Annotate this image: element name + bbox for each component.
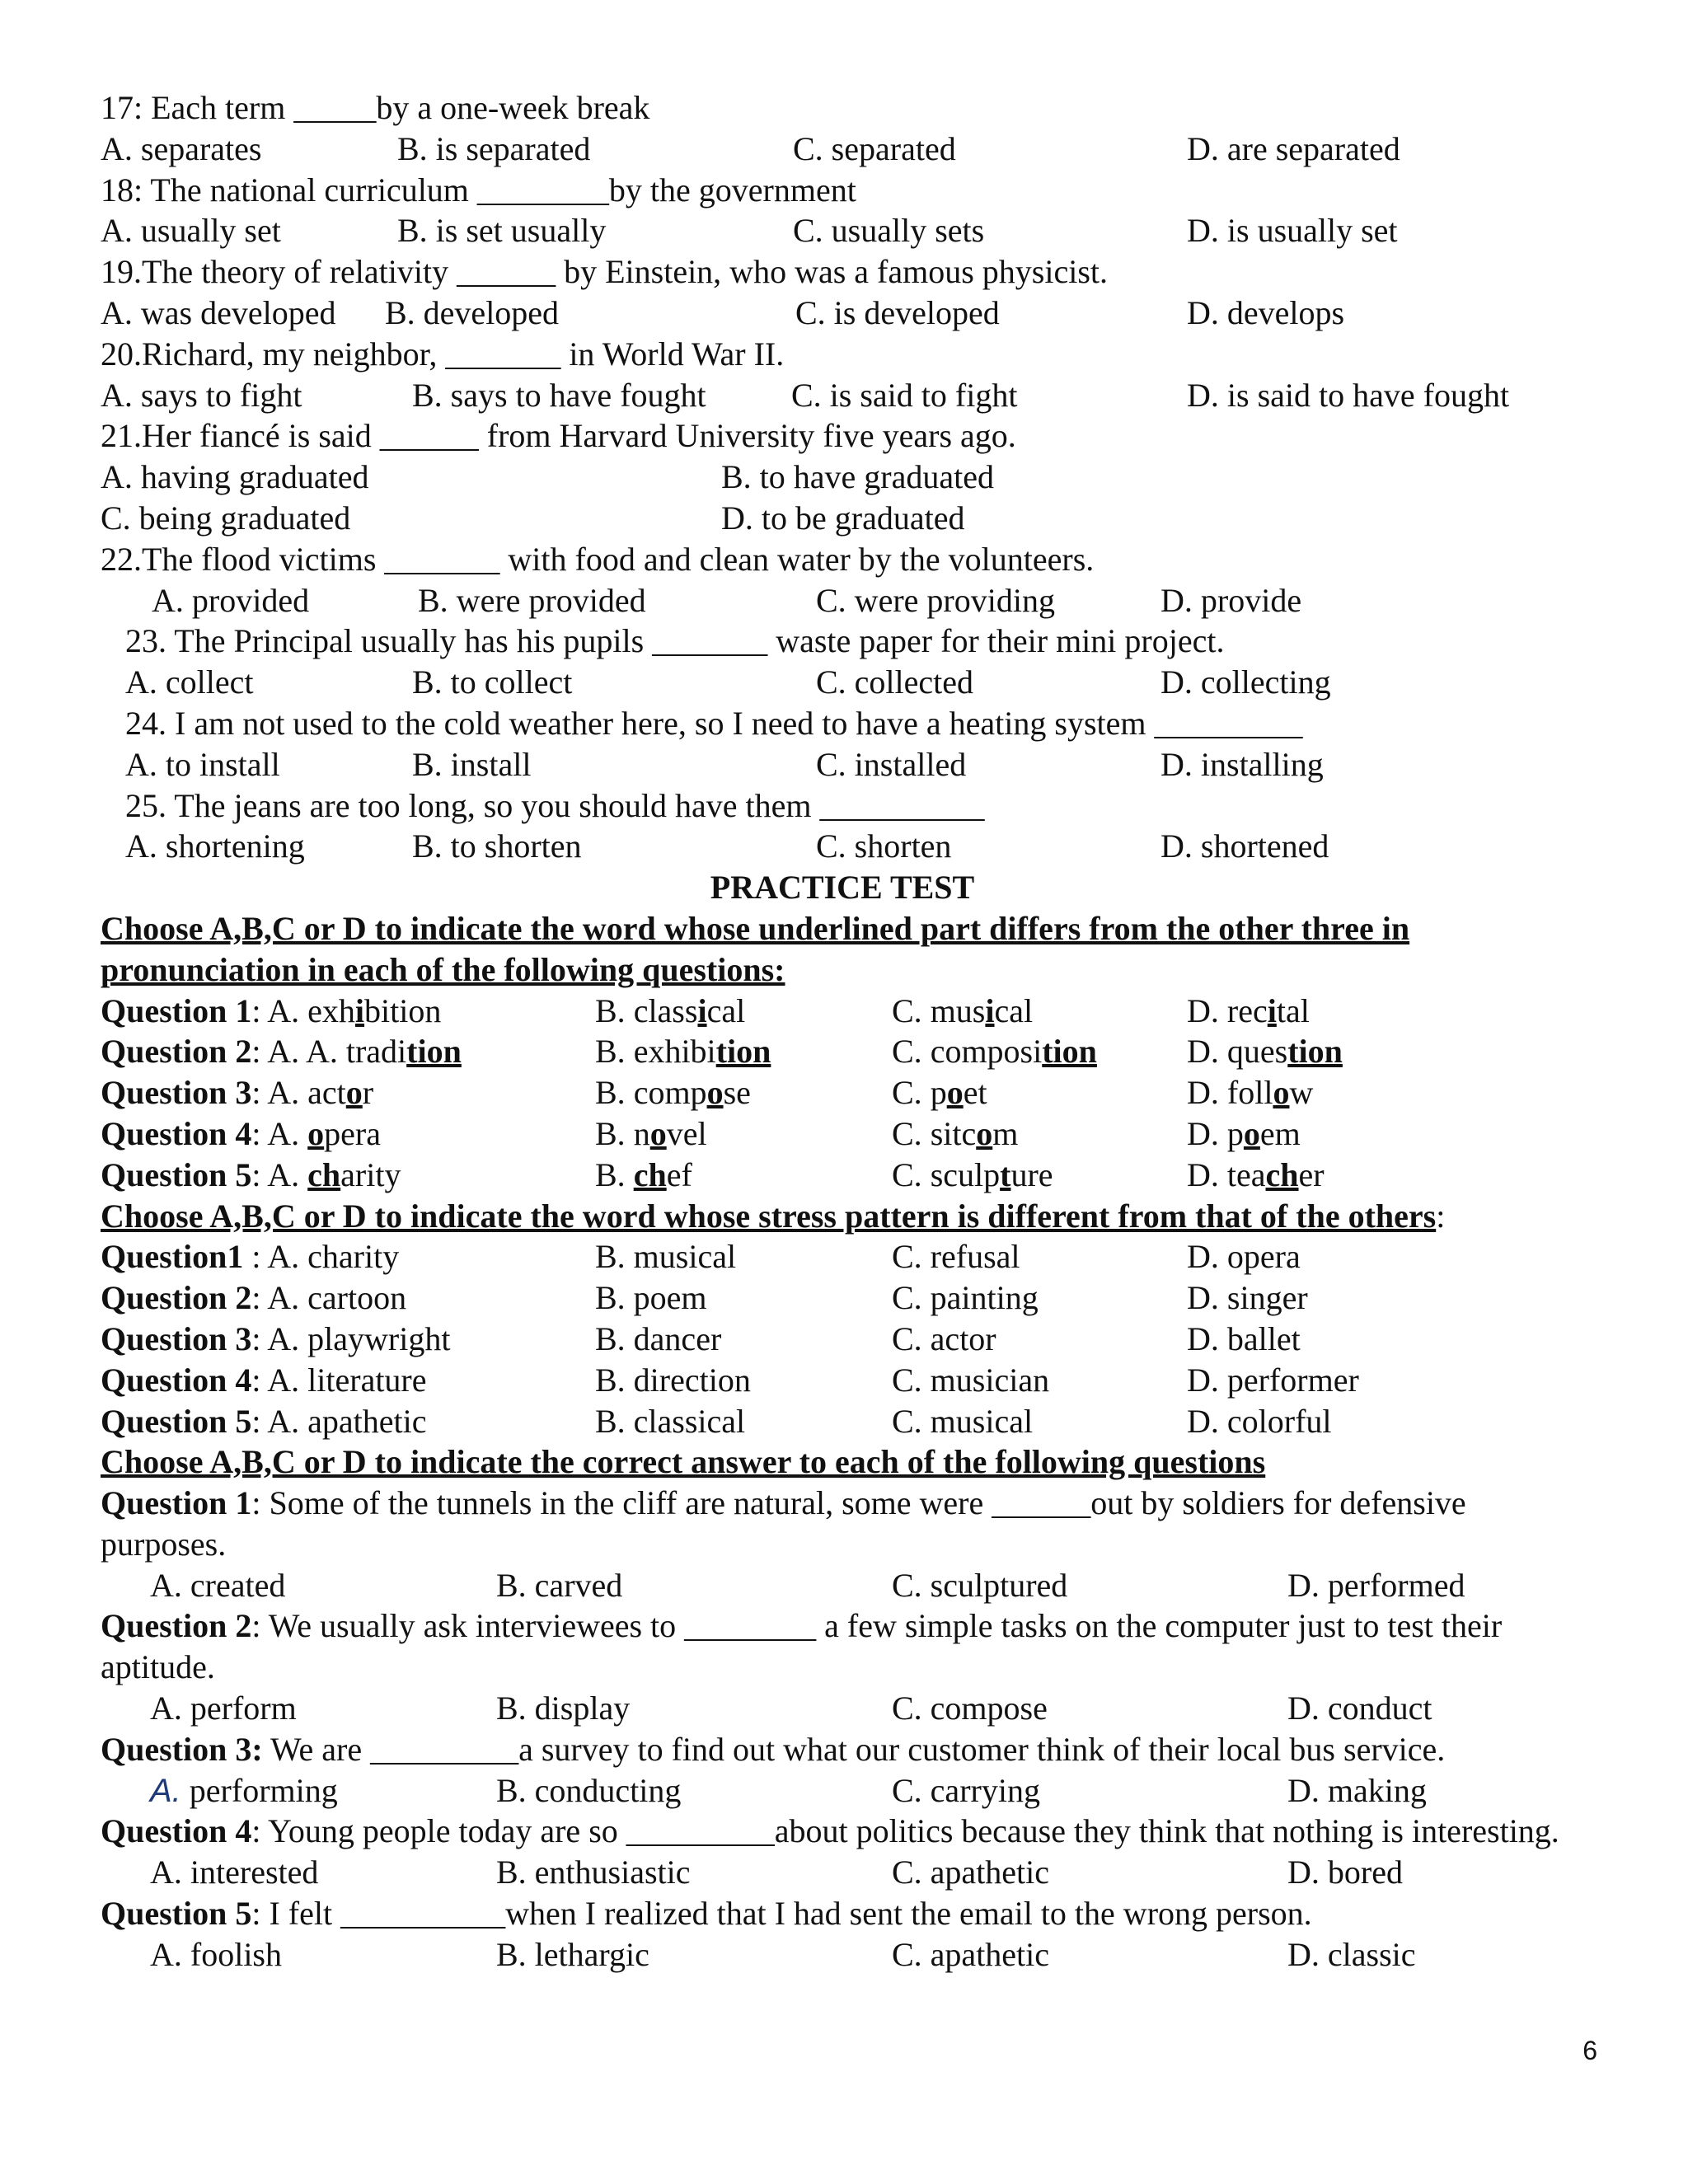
option-c: C. refusal [892,1238,1020,1276]
underlined-part: o [1243,1114,1260,1152]
option-c: C. shorten [816,827,952,865]
question-stem: Question 4: Young people today are so _________about politics because they think that nothing is interesting. [101,1812,1559,1850]
option-c: C. being graduated [101,499,351,537]
option-c: C. sculptured [892,1566,1068,1604]
question-label: Question1 [101,1238,244,1276]
underlined-part: o [307,1114,325,1152]
option-b: B. musical [595,1238,737,1276]
option-d: D. ballet [1187,1319,1301,1357]
question-stem: Question 2: We usually ask interviewees to ________ a few simple tasks on the computer just to test their aptitude. [101,1607,1503,1686]
option-b: B. is set usually [397,212,607,250]
underlined-part: i [354,991,365,1029]
option-c: C. collected [816,663,974,701]
option-d: D. colorful [1187,1402,1332,1440]
answer-options [101,744,1584,785]
answer-options [101,1688,1584,1729]
answer-options [101,1565,1584,1606]
question-stem: 23. The Principal usually has his pupils _______ waste paper for their mini project. [125,622,1225,660]
page-number: 6 [1582,2036,1597,2065]
option-d: D. develops [1187,293,1345,331]
underlined-part: i [697,991,707,1029]
option-b: B. display [496,1690,631,1727]
option-a-letter: A. [150,1772,181,1809]
question-label: Question 5 [101,1155,252,1193]
option-b: B. developed [385,293,560,331]
underlined-part: tion [406,1033,462,1071]
option-c: C. compose [892,1690,1048,1727]
option-b: B. is separated [397,129,591,167]
option-a: A. usually set [101,212,281,250]
option-a: A. separates [101,129,262,167]
underlined-part: o [1273,1074,1290,1112]
option-b: B. to shorten [412,827,582,865]
answer-options [101,457,1584,498]
option-a: A. collect [125,663,254,701]
option-b: B. conducting [496,1771,682,1809]
question-row: Question1 : A. charity B. musical C. refusal D. opera [101,1236,1584,1277]
question-label: Question 5 [101,1895,252,1933]
option-a: A. provided [152,581,310,619]
option-d: D. to be graduated [721,499,965,537]
option-c: C. actor [892,1319,996,1357]
option-d: D. installing [1160,745,1324,783]
option-b: B. to have graduated [721,458,994,496]
option-b: B. says to have fought [412,376,706,414]
question-label: Question 5 [101,1402,252,1440]
option-a: A. foolish [150,1935,282,1973]
option-d: D. making [1287,1771,1427,1809]
page-content [101,87,1584,1975]
section-instruction-stress: Choose A,B,C or D to indicate the word whose stress pattern is different from that of the others: [101,1197,1446,1235]
section-title: PRACTICE TEST [710,869,975,907]
question-row: Question 4: A. opera B. novel C. sitcom D. poem [101,1114,1301,1152]
question-stem: 18: The national curriculum ________by the government [101,171,856,209]
answer-options [101,210,1584,251]
option-b: B. poem [595,1279,707,1317]
question-row: Question 2: A. A. tradition B. exhibition C. composition D. question [101,1033,1343,1071]
option-d: D. shortened [1160,827,1329,865]
question-stem: Question 5: I felt __________when I realized that I had sent the email to the wrong person. [101,1895,1312,1933]
underlined-part: tion [1287,1033,1343,1071]
option-d: D. is usually set [1187,212,1398,250]
option-c: C. installed [816,745,967,783]
option-d: D. conduct [1287,1690,1432,1727]
question-stem: 24. I am not used to the cold weather here, so I need to have a heating system _________ [125,704,1303,742]
answer-options [101,1934,1584,1975]
option-c: C. separated [793,129,956,167]
question-label: Question 1 [101,991,252,1029]
option-d: D. classic [1287,1935,1416,1973]
question-stem: Question 3: We are _________a survey to find out what our customer think of their local bus service. [101,1730,1446,1768]
option-b: B. carved [496,1566,623,1604]
question-label: Question 2 [101,1033,252,1071]
option-b: B. were provided [418,581,646,619]
option-d: D. bored [1287,1854,1403,1891]
answer-options [101,1852,1584,1893]
option-b: B. to collect [412,663,573,701]
option-c: C. carrying [892,1771,1040,1809]
section-instruction-pronunciation: Choose A,B,C or D to indicate the word whose underlined part differs from the other three in pronunciation in each of the following questions: [101,909,1410,988]
question-label: Question 2 [101,1279,252,1317]
question-label: Question 4 [101,1361,252,1399]
question-stem: 25. The jeans are too long, so you should have them __________ [125,786,985,824]
option-b: B. dancer [595,1319,722,1357]
question-row: Question 4: A. literature B. direction C. musician D. performer [101,1360,1584,1401]
option-a: A. was developed [101,293,336,331]
question-row: Question 5: A. apathetic B. classical C. musical D. colorful [101,1401,1584,1442]
answer-options [101,1770,1584,1811]
underlined-part: o [345,1074,363,1112]
question-stem: 22.The flood victims _______ with food and clean water by the volunteers. [101,540,1095,578]
underlined-part: o [946,1074,964,1112]
option-c: C. is developed [795,293,1000,331]
option-d: D. opera [1187,1238,1301,1276]
option-a: A. interested [150,1854,319,1891]
question-label: Question 3 [101,1319,252,1357]
option-c: C. musician [892,1361,1050,1399]
question-row: Question 1: A. exhibition B. classical C. musical D. recital [101,991,1310,1029]
option-c: C. painting [892,1279,1039,1317]
option-b: B. enthusiastic [496,1854,691,1891]
answer-options [101,375,1584,416]
option-c: C. is said to fight [791,376,1018,414]
question-label: Question 4 [101,1812,252,1850]
question-label: Question 3 [101,1074,252,1112]
underlined-part: tion [1042,1033,1097,1071]
answer-options [101,580,1584,621]
question-stem: 17: Each term _____by a one-week break [101,89,650,126]
option-c: C. apathetic [892,1935,1050,1973]
question-label: Question 4 [101,1114,252,1152]
underlined-part: t [1000,1155,1011,1193]
option-d: D. collecting [1160,663,1331,701]
option-c: C. apathetic [892,1854,1050,1891]
question-stem: 19.The theory of relativity ______ by Einstein, who was a famous physicist. [101,253,1109,291]
option-a: A. created [150,1566,286,1604]
question-label: Question 2 [101,1607,252,1645]
option-c: C. musical [892,1402,1034,1440]
underlined-part: o [976,1114,993,1152]
answer-options [101,293,1584,334]
question-row: Question 5: A. charity B. chef C. sculpture D. teacher [101,1155,1325,1193]
underlined-part: ch [307,1155,341,1193]
question-stem: Question 1: Some of the tunnels in the cliff are natural, some were ______out by soldiers for defensive purposes. [101,1484,1466,1563]
question-stem: 21.Her fiancé is said ______ from Harvard University five years ago. [101,417,1016,455]
question-row: Question 2: A. cartoon B. poem C. painting D. singer [101,1277,1584,1319]
underlined-part: i [985,991,995,1029]
option-d: D. are separated [1187,129,1400,167]
underlined-part: o [649,1114,667,1152]
option-d: D. is said to have fought [1187,376,1510,414]
option-a: A. perform [150,1690,297,1727]
answer-options [101,129,1584,170]
option-b: B. classical [595,1402,746,1440]
option-a: performing [181,1771,338,1809]
question-stem: 20.Richard, my neighbor, _______ in World War II. [101,335,785,373]
option-d: D. performed [1287,1566,1465,1604]
option-c: C. were providing [816,581,1055,619]
option-d: D. provide [1160,581,1302,619]
underlined-part: i [1267,991,1277,1029]
option-b: B. lethargic [496,1935,649,1973]
option-d: D. performer [1187,1361,1359,1399]
option-c: C. usually sets [793,212,985,250]
option-b: B. direction [595,1361,751,1399]
option-a: A. having graduated [101,458,369,496]
option-d: D. singer [1187,1279,1308,1317]
answer-options [101,498,1584,539]
underlined-part: ch [1265,1155,1299,1193]
underlined-part: o [706,1074,724,1112]
underlined-part: tion [715,1033,771,1071]
underlined-part: ch [633,1155,667,1193]
option-a: A. to install [125,745,280,783]
section-instruction-vocabulary: Choose A,B,C or D to indicate the correct answer to each of the following questions [101,1443,1266,1481]
option-a: A. shortening [125,827,305,865]
question-row: Question 3: A. actor B. compose C. poet D. follow [101,1074,1314,1112]
answer-options [101,826,1584,867]
question-row: Question 3: A. playwright B. dancer C. actor D. ballet [101,1319,1584,1360]
answer-options [101,662,1584,703]
question-label: Question 3: [101,1730,263,1768]
question-label: Question 1 [101,1484,252,1522]
option-b: B. install [412,745,532,783]
option-a: A. says to fight [101,376,302,414]
